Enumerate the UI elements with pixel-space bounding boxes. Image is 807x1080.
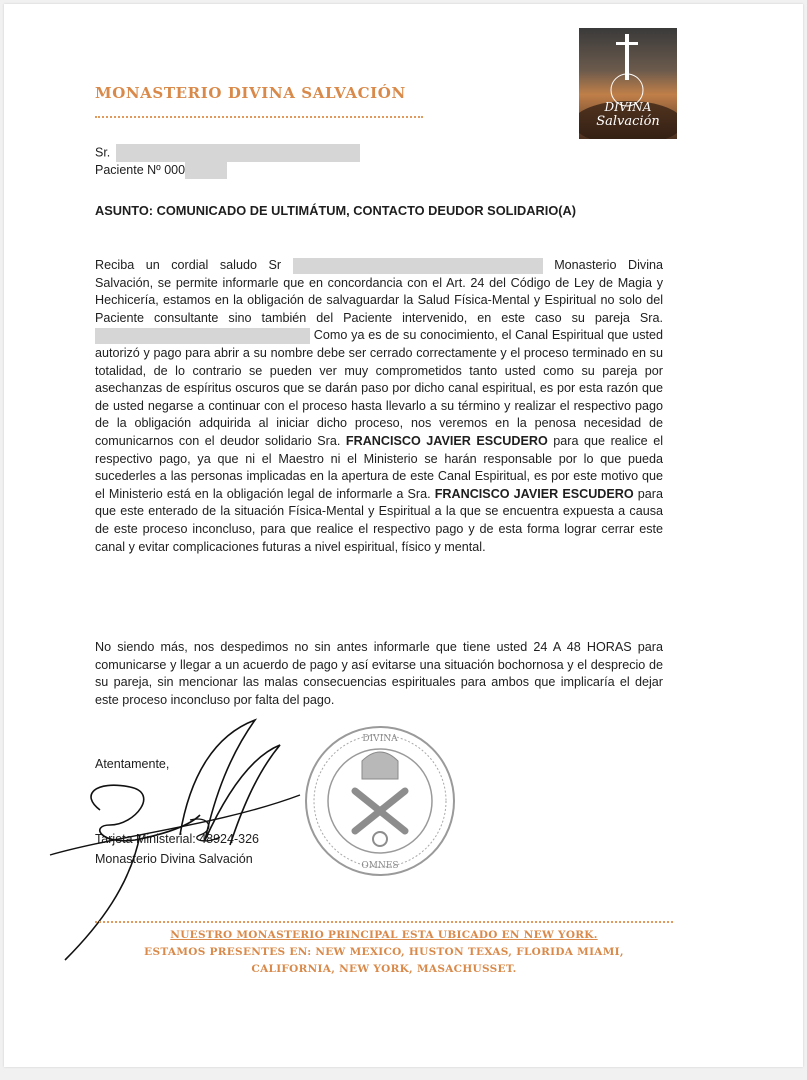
body-paragraph-1 [95,257,663,556]
seal-text-top: DIVINA [362,734,398,744]
redacted-name [116,144,360,162]
body-text-e: para que este enterado de la situación Física-Mental y Espiritual a la que se encuentra expuesta a causa de este proceso inconcluso, para que realice el respectivo pago y de esta forma lograr cerrar este canal y evitar complicaciones futuras a nivel espiritual, físico y mental. [95,486,664,554]
salutation: Sr. [95,145,111,160]
closing-org: Monasterio Divina Salvación [95,852,253,866]
footer-line-3: CALIFORNIA, NEW YORK, MASACHUSSET. [251,963,517,975]
org-title: MONASTERIO DIVINA SALVACIÓN [95,84,406,102]
footer-line-1: NUESTRO MONASTERIO PRINCIPAL ESTA UBICADO EN NEW YORK. [170,929,598,941]
debtor-name-2: FRANCISCO JAVIER ESCUDERO [434,486,634,501]
subject-line: ASUNTO: COMUNICADO DE ULTIMÁTUM, CONTACTO DEUDOR SOLIDARIO(A) [95,203,577,218]
body-text-c: Como ya es de su conocimiento, el Canal Espiritual que usted autorizó y pago para abrir a su nombre debe ser cerrado correctamente y el proceso terminado en su totalidad, de lo contrario se pueden ver muy comprometidos tanto usted como su pareja por asechanzas de espíritus oscuros que se darán paso por dicho canal espiritual, es por esta razón que de usted negarse a continuar con el proceso hasta llevarlo a su término y realizar el respectivo pago de la obligación adquirida al iniciar dicho proceso, nos veremos en la penosa necesidad de comunicarnos con el deudor solidario Sra. [95,328,663,448]
body-text-b: Monasterio Divina Salvación, se permite informarle que en concordancia con el Art. 24 del Código de Ley de Magia y Hechicería, estamos en la obligación de salvaguardar la Salud Física-Mental y Espiritual no solo del Paciente consultante sino también del Paciente intervenido, en este caso su pareja Sra. [95,258,664,325]
redacted-partner-name [95,328,310,344]
seal-text-bottom: OMNES [361,861,399,871]
patient-label: Paciente Nº [95,163,161,177]
debtor-name-1: FRANCISCO JAVIER ESCUDERO [345,433,548,448]
patient-line [95,162,227,179]
redacted-sender-name [293,258,543,274]
patient-number-prefix: 000 [164,163,186,177]
recipient-line [95,144,360,162]
monastery-logo [579,28,677,139]
footer-line-2: ESTAMOS PRESENTES EN: NEW MEXICO, HUSTON TEXAS, FLORIDA MIAMI, [144,946,624,958]
logo-line-2: Salvación [596,114,660,129]
regards: Atentamente, [95,757,170,771]
body-paragraph-2: No siendo más, nos despedimos no sin antes informarle que tiene usted 24 A 48 HORAS para comunicarse y llegar a un acuerdo de pago y así evitarse una situación bochornosa y el desprecio de su pareja, sin mencionar las malas consecuencias espirituales para ambos que implicaría el dejar este proceso inconcluso por falta del pago. [95,640,663,707]
body-text-a: Reciba un cordial saludo Sr [95,258,282,272]
redacted-patient-number [185,162,227,179]
ministerial-card: Tarjeta Ministerial: 48924-326 [95,832,259,846]
header-divider [95,116,423,118]
footer-divider [95,921,673,923]
logo-line-1: DIVINA [604,100,652,114]
body-text-d: para que realice el respectivo pago, ya que ni el Maestro ni el Ministerio se harán responsable por lo que pueda sucederles a las personas implicadas en la apertura de este Canal Espiritual, es por este motivo que el Ministerio está en la obligación legal de informarle a Sra. [95,433,664,501]
